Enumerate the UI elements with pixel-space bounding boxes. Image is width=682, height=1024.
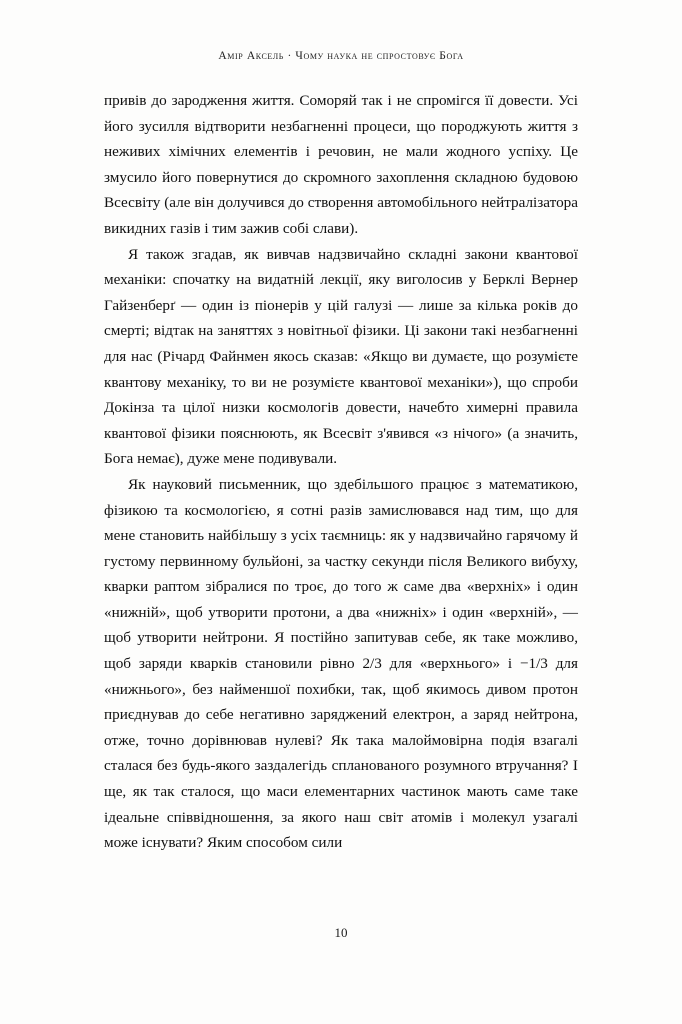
page-number: 10 bbox=[334, 925, 348, 940]
paragraph: Як науковий письменник, що здебільшого працює з математикою, фізикою та космологією, я сотні разів замислювався над тим, що для мене становить найбільшу з усіх таємниць: як у надзвичайно гарячому й густому первинному бульйоні, за частку секунди після Великого вибуху, кварки раптом зібралися по троє, до того ж саме два «верхніх» і один «нижній», щоб утворити протони, а два «нижніх» і один «верхній», — щоб утворити нейтрони. Я постійно запитував себе, як таке можливо, щоб заряди кварків становили рівно 2/3 для «верхнього» і −1/3 для «нижнього», без найменшої похибки, так, щоб якимось дивом протон приєднував до себе негативно заряджений електрон, а заряд нейтрона, отже, точно дорівнював нулеві? Як така малоймовірна подія взагалі сталася без будь-якого заздалегідь спланованого розумного втручання? І ще, як так сталося, що маси елементарних частинок мають саме таке ідеальне співвідношення, за якого наш світ атомів і молекул узагалі може існувати? Яким способом сили bbox=[104, 475, 578, 852]
paragraph: Я також згадав, як вивчав надзвичайно складні закони квантової механіки: спочатку на видатній лекції, яку виголосив у Берклі Вернер Гайзенберґ — один із піонерів у цій галузі — лише за кілька років до смерті; відтак на заняттях з новітньої фізики. Ці закони такі незбагненні для нас (Річард Файнмен якось сказав: «Якщо ви думаєте, що розумієте квантову механіку, то ви не розумієте квантової механіки»), що спроби Докінза та цілої низки космологів довести, начебто химерні правила квантової фізики пояснюють, як Всесвіт з'явився «з нічого» (а значить, Бога немає), дуже мене подивували. bbox=[104, 245, 578, 468]
body-text bbox=[104, 88, 578, 856]
running-head bbox=[0, 50, 682, 62]
running-head-text: Амір Аксель · Чому наука не спростовує Бога bbox=[218, 50, 464, 62]
paragraph: привів до зародження життя. Соморяй так і не спромігся її довести. Усі його зусилля відтворити незбагненні процеси, що породжують життя з неживих хімічних елементів і речовин, не мали жодного успіху. Це змусило його повернутися до скромного захоплення складною будовою Всесвіту (але він долучився до створення автомобільного нейтралізатора викидних газів і тим зажив собі слави). bbox=[104, 92, 578, 237]
